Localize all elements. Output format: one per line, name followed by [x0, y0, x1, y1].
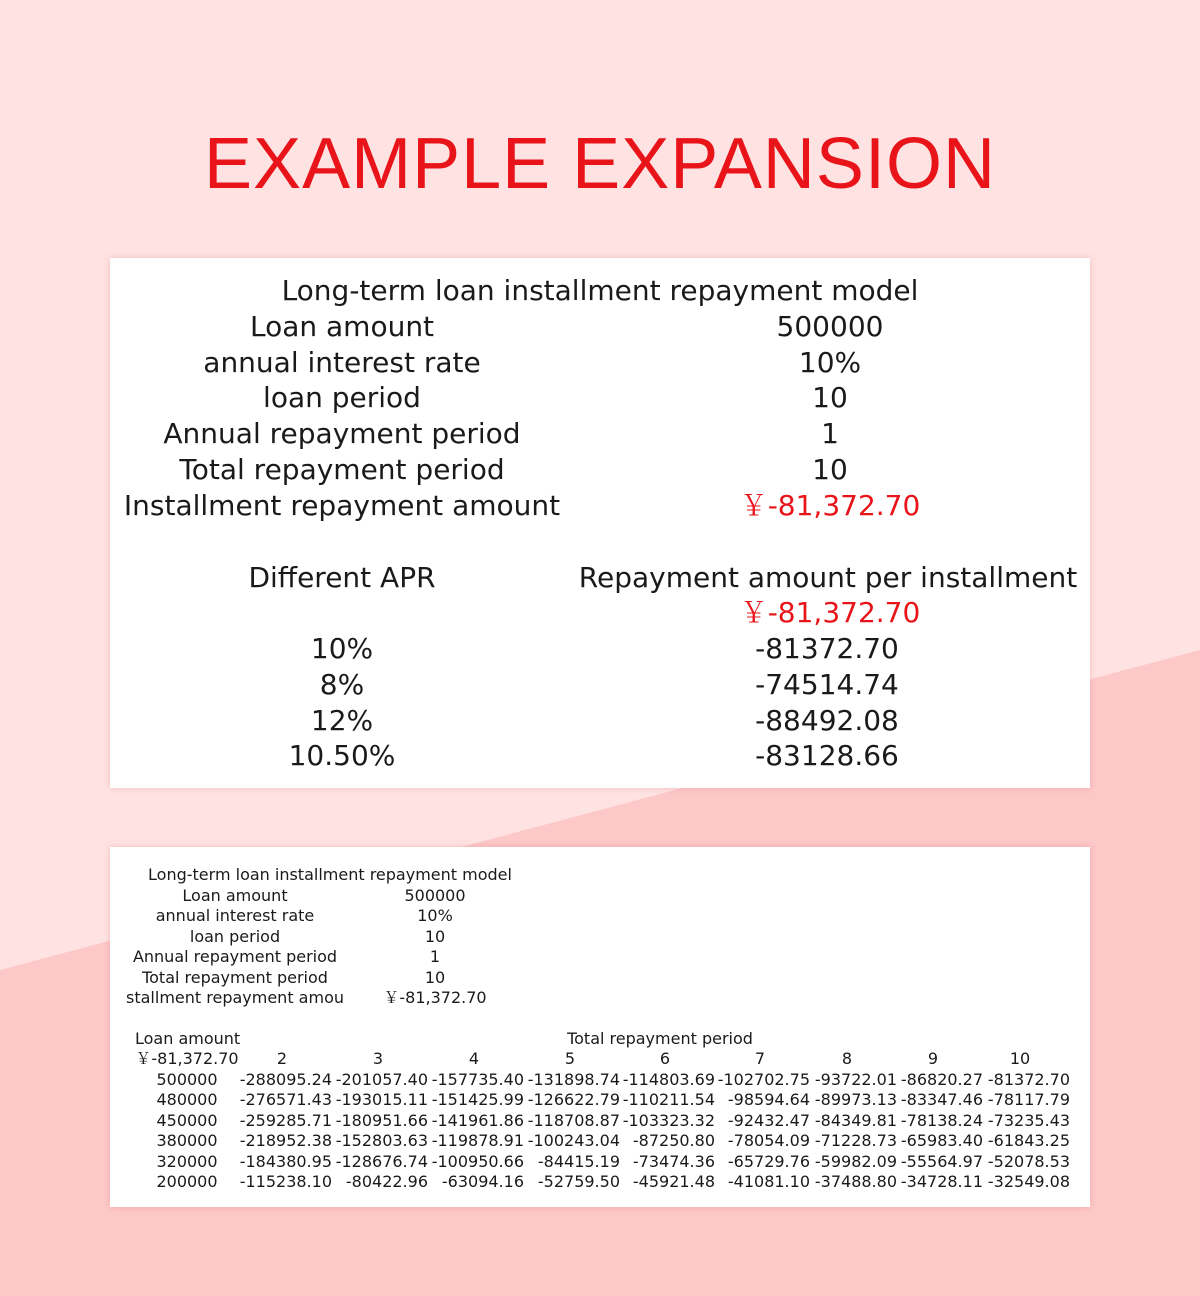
repayment-cell: -103323.32: [622, 1110, 715, 1130]
repayment-cell: -73474.36: [632, 1151, 715, 1171]
loan-amount-cell: 480000: [156, 1090, 218, 1109]
repayment-cell: -218952.38: [239, 1131, 332, 1150]
label-interest-rate: annual interest rate: [203, 346, 481, 379]
repayment-cell: -52759.50: [537, 1172, 620, 1191]
repayment-cell: -45921.48: [632, 1172, 715, 1191]
label-loan-amount: Loan amount: [249, 310, 435, 343]
repayment-cell: -141961.86: [431, 1110, 524, 1130]
repayment-cell: -37488.80: [814, 1172, 897, 1191]
page-title: EXAMPLE EXPANSION: [204, 124, 996, 204]
period-header: 5: [564, 1049, 576, 1068]
apr-amount: -88492.08: [755, 704, 899, 737]
repayment-cell: -288095.24: [239, 1069, 332, 1089]
repayment-cell: -73235.43: [987, 1110, 1070, 1130]
repayment-cell: -89973.13: [814, 1090, 897, 1109]
apr-amount: -83128.66: [755, 739, 899, 772]
small-label: Total repayment period: [142, 968, 328, 987]
repayment-cell: -259285.71: [239, 1110, 332, 1130]
loan-amount-cell: 450000: [156, 1110, 218, 1130]
repayment-cell: -34728.11: [900, 1172, 983, 1191]
value-annual-repayment-period: 1: [821, 417, 839, 450]
repayment-cell: -78138.24: [900, 1110, 983, 1130]
repayment-cell: -78054.09: [727, 1131, 810, 1150]
repayment-cell: -61843.25: [987, 1131, 1070, 1150]
repayment-cell: -86820.27: [900, 1069, 983, 1089]
period-header: 10: [1009, 1049, 1031, 1068]
repayment-cell: -52078.53: [987, 1151, 1070, 1171]
loan-amount-cell: 320000: [156, 1151, 218, 1171]
amount-total: ￥-81,372.70: [739, 596, 921, 629]
small-value: 500000: [404, 886, 466, 905]
repayment-cell: -184380.95: [239, 1151, 332, 1171]
repayment-cell: -65729.76: [727, 1151, 810, 1171]
small-label: stallment repayment amou: [126, 988, 344, 1007]
repayment-cell: -152803.63: [335, 1131, 428, 1150]
apr-value: 8%: [319, 668, 365, 701]
repayment-cell: -118708.87: [527, 1110, 620, 1130]
repayment-cell: -115238.10: [239, 1172, 332, 1191]
row-header: Loan amount: [135, 1029, 241, 1048]
repayment-cell: -84415.19: [537, 1151, 620, 1171]
period-header: 6: [659, 1049, 671, 1068]
label-loan-period: loan period: [263, 381, 421, 414]
sensitivity-table-card: [110, 847, 1090, 1207]
period-header: 2: [276, 1049, 288, 1068]
period-header: 3: [372, 1049, 384, 1068]
corner-amount: ￥-81,372.70: [135, 1049, 239, 1068]
repayment-cell: -41081.10: [727, 1172, 810, 1191]
apr-value: 10.50%: [288, 739, 396, 772]
repayment-cell: -55564.97: [900, 1151, 983, 1171]
model-card: [110, 258, 1090, 788]
repayment-cell: -131898.74: [527, 1069, 620, 1089]
repayment-cell: -180951.66: [335, 1110, 428, 1130]
loan-amount-cell: 200000: [156, 1172, 218, 1191]
repayment-cell: -78117.79: [987, 1090, 1070, 1109]
apr-value: 10%: [310, 632, 374, 665]
repayment-cell: -128676.74: [335, 1151, 428, 1171]
small-heading: Long-term loan installment repayment model: [148, 865, 512, 884]
repayment-cell: -100950.66: [431, 1151, 524, 1171]
repayment-cell: -71228.73: [814, 1131, 897, 1150]
repayment-cell: -119878.91: [431, 1131, 524, 1150]
repayment-cell: -65983.40: [900, 1131, 983, 1150]
period-header: 4: [468, 1049, 480, 1068]
apr-value: 12%: [310, 704, 374, 737]
apr-amount: -74514.74: [755, 668, 899, 701]
small-value: 10%: [417, 906, 453, 925]
repayment-cell: -84349.81: [814, 1110, 897, 1130]
label-annual-repayment-period: Annual repayment period: [163, 417, 521, 450]
repayment-cell: -110211.54: [622, 1090, 715, 1109]
small-value: 1: [429, 947, 441, 966]
loan-amount-cell: 500000: [156, 1069, 218, 1089]
label-installment-amount: Installment repayment amount: [123, 489, 561, 522]
model-heading: Long-term loan installment repayment model: [281, 274, 919, 307]
value-interest-rate: 10%: [798, 346, 862, 379]
column-header: Total repayment period: [567, 1029, 753, 1048]
small-label: annual interest rate: [155, 906, 315, 925]
small-value: 10: [424, 968, 446, 987]
period-header: 8: [841, 1049, 853, 1068]
repayment-cell: -32549.08: [987, 1172, 1070, 1191]
repayment-cell: -100243.04: [527, 1131, 620, 1150]
repayment-cell: -114803.69: [622, 1069, 715, 1089]
amount-header: Repayment amount per installment: [578, 561, 1078, 594]
repayment-cell: -126622.79: [527, 1090, 620, 1109]
apr-amount: -81372.70: [755, 632, 899, 665]
repayment-cell: -92432.47: [727, 1110, 810, 1130]
small-value: ￥-81,372.70: [383, 988, 487, 1007]
loan-amount-cell: 380000: [156, 1131, 218, 1150]
small-label: Loan amount: [182, 886, 288, 905]
repayment-cell: -80422.96: [345, 1172, 428, 1191]
value-loan-period: 10: [812, 381, 848, 414]
period-header: 9: [927, 1049, 939, 1068]
period-header: 7: [754, 1049, 766, 1068]
repayment-cell: -63094.16: [441, 1172, 524, 1191]
repayment-cell: -87250.80: [632, 1131, 715, 1150]
apr-header: Different APR: [248, 561, 436, 594]
repayment-cell: -93722.01: [814, 1069, 897, 1089]
repayment-cell: -193015.11: [335, 1090, 428, 1109]
repayment-cell: -151425.99: [431, 1090, 524, 1109]
repayment-cell: -98594.64: [727, 1090, 810, 1109]
repayment-cell: -81372.70: [987, 1069, 1070, 1089]
repayment-cell: -59982.09: [814, 1151, 897, 1171]
repayment-cell: -83347.46: [900, 1090, 983, 1109]
value-total-repayment-period: 10: [812, 453, 848, 486]
repayment-cell: -157735.40: [431, 1069, 524, 1089]
value-installment-amount: ￥-81,372.70: [739, 489, 921, 522]
value-loan-amount: 500000: [776, 310, 884, 343]
label-total-repayment-period: Total repayment period: [179, 453, 505, 486]
small-label: Annual repayment period: [132, 947, 338, 966]
repayment-cell: -201057.40: [335, 1069, 428, 1089]
repayment-cell: -102702.75: [717, 1069, 810, 1089]
repayment-cell: -276571.43: [239, 1090, 332, 1109]
small-label: loan period: [189, 927, 281, 946]
small-value: 10: [424, 927, 446, 946]
